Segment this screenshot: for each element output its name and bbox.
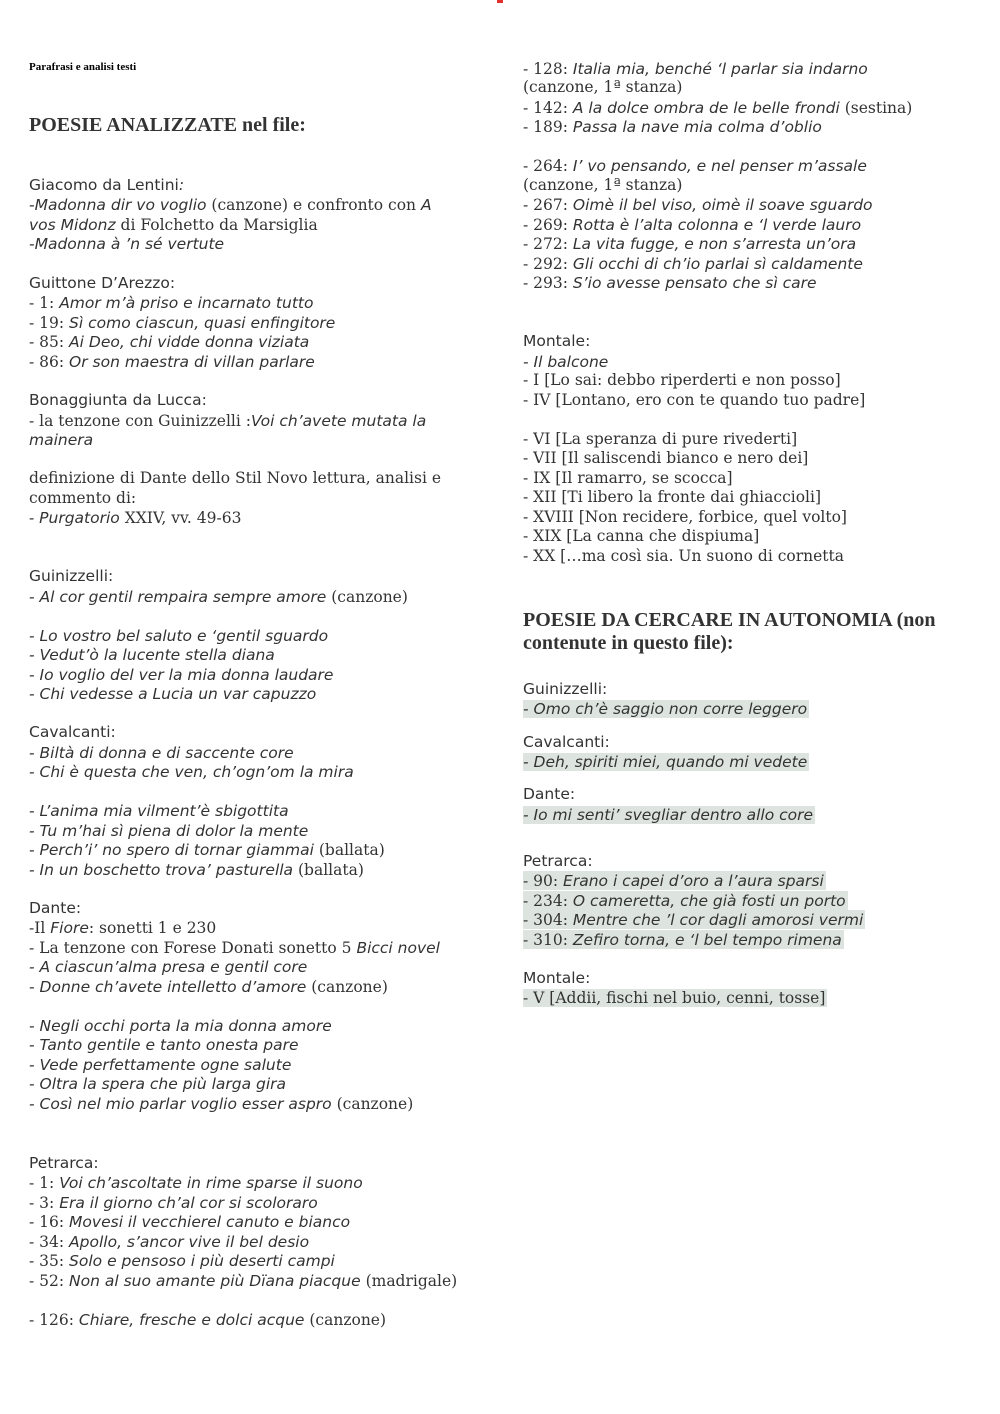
- list-item: - IX [Il ramarro, se scocca]: [523, 469, 733, 487]
- list-item: - 310: Zefiro torna, e ‘l bel tempo rimena: [523, 931, 842, 949]
- author-petrarca: Petrarca:: [29, 1154, 99, 1172]
- list-item: - 142: A la dolce ombra de le belle frondi (sestina): [523, 99, 913, 117]
- list-item: - 90: Erano i capei d’oro a l’aura sparsi: [523, 872, 824, 890]
- list-item: - Il balcone: [523, 353, 609, 371]
- list-item: - XVIII [Non recidere, forbice, quel volto]: [523, 508, 847, 526]
- list-item: - 19: Sì como ciascun, quasi enfingitore: [29, 314, 336, 332]
- list-item: vos Midonz di Folchetto da Marsiglia: [29, 216, 318, 234]
- list-item: - 35: Solo e pensoso i più deserti campi: [29, 1252, 335, 1270]
- list-item: - Purgatorio XXIV, vv. 49-63: [29, 509, 242, 527]
- list-item: - Così nel mio parlar voglio esser aspro (canzone): [29, 1095, 414, 1113]
- list-item: - L’anima mia vilment’è sbigottita: [29, 802, 289, 820]
- list-item: - Io mi senti’ svegliar dentro allo core: [523, 806, 814, 824]
- author-guinizzelli: Guinizzelli:: [29, 567, 114, 585]
- list-item: - 293: S’io avesse pensato che sì care: [523, 274, 817, 292]
- list-item: - Negli occhi porta la mia donna amore: [29, 1017, 332, 1035]
- list-item: mainera: [29, 431, 94, 449]
- list-item: - VI [La speranza di pure rivederti]: [523, 430, 798, 448]
- list-item: - XX […ma così sia. Un suono di cornetta: [523, 547, 844, 565]
- list-item: - I [Lo sai: debbo riperderti e non posso]: [523, 371, 841, 389]
- list-item: - la tenzone con Guinizzelli :Voi ch’avete mutata la: [29, 412, 427, 430]
- author-guinizzelli: Guinizzelli:: [523, 680, 608, 698]
- section-title-search: POESIE DA CERCARE IN AUTONOMIA (non: [523, 609, 936, 631]
- page-marker: [497, 0, 503, 3]
- author-dante: Dante:: [29, 899, 82, 917]
- list-item-note: (canzone, 1ª stanza): [523, 176, 683, 194]
- list-item: - Tanto gentile e tanto onesta pare: [29, 1036, 299, 1054]
- list-item: - Perch’i’ no spero di tornar giammai (ballata): [29, 841, 385, 859]
- list-item: - XII [Ti libero la fronte dai ghiaccioli]: [523, 488, 821, 506]
- list-item: - A ciascun’alma presa e gentil core: [29, 958, 308, 976]
- author-dante: Dante:: [523, 785, 576, 803]
- list-item: - XIX [La canna che dispiuma]: [523, 527, 760, 545]
- section-title-analyzed: POESIE ANALIZZATE nel file:: [29, 114, 306, 136]
- list-item: - 3: Era il giorno ch’al cor si scoloraro: [29, 1194, 318, 1212]
- list-item: - Oltra la spera che più larga gira: [29, 1075, 287, 1093]
- list-item: - 128: Italia mia, benché ‘l parlar sia indarno: [523, 60, 868, 78]
- list-item: - Tu m’hai sì piena di dolor la mente: [29, 822, 309, 840]
- list-item: - 304: Mentre che ’l cor dagli amorosi vermi: [523, 911, 864, 929]
- list-item: - 269: Rotta è l’alta colonna e ‘l verde lauro: [523, 216, 862, 234]
- list-item: - VII [Il saliscendi bianco e nero dei]: [523, 449, 809, 467]
- list-item: - 272: La vita fugge, e non s’arresta un’ora: [523, 235, 857, 253]
- list-item: - Deh, spiriti miei, quando mi vedete: [523, 753, 808, 771]
- list-item: - 86: Or son maestra di villan parlare: [29, 353, 315, 371]
- list-item: - 34: Apollo, s’ancor vive il bel desio: [29, 1233, 310, 1251]
- stilnovo-line: definizione di Dante dello Stil Novo lettura, analisi e: [29, 469, 442, 487]
- list-item: - Vedut’ò la lucente stella diana: [29, 646, 275, 664]
- list-item: - Chi vedesse a Lucia un var capuzzo: [29, 685, 317, 703]
- list-item: - Al cor gentil rempaira sempre amore (canzone): [29, 588, 408, 606]
- author-bonagiunta: Bonaggiunta da Lucca:: [29, 391, 207, 409]
- author-montale: Montale:: [523, 969, 591, 987]
- list-item: - 85: Ai Deo, chi vidde donna viziata: [29, 333, 310, 351]
- list-item: - 126: Chiare, fresche e dolci acque (canzone): [29, 1311, 387, 1329]
- list-item: -Madonna dir vo voglio (canzone) e confronto con A: [29, 196, 432, 214]
- list-item: - 1: Amor m’à priso e incarnato tutto: [29, 294, 314, 312]
- list-item: - 189: Passa la nave mia colma d’oblio: [523, 118, 822, 136]
- list-item: - Donne ch’avete intelletto d’amore (canzone): [29, 978, 388, 996]
- list-item: -Madonna à ’n sé vertute: [29, 235, 225, 253]
- list-item: - 52: Non al suo amante più Dïana piacque (madrigale): [29, 1272, 458, 1290]
- list-item: -Il Fiore: sonetti 1 e 230: [29, 919, 217, 937]
- list-item: - 264: I’ vo pensando, e nel penser m’assale: [523, 157, 867, 175]
- list-item: - 234: O cameretta, che già fosti un porto: [523, 892, 846, 910]
- list-item: - Omo ch’è saggio non corre leggero: [523, 700, 808, 718]
- list-item: - 267: Oimè il bel viso, oimè il soave sguardo: [523, 196, 873, 214]
- author-cavalcanti: Cavalcanti:: [29, 723, 116, 741]
- author-lentini: Giacomo da Lentini:: [29, 176, 185, 194]
- list-item: - Biltà di donna e di saccente core: [29, 744, 294, 762]
- list-item: - Lo vostro bel saluto e ‘gentil sguardo: [29, 627, 329, 645]
- list-item-note: (canzone, 1ª stanza): [523, 78, 683, 96]
- author-montale: Montale:: [523, 332, 591, 350]
- list-item: - V [Addii, fischi nel buio, cenni, tosse]: [523, 989, 826, 1007]
- document-header: Parafrasi e analisi testi: [29, 61, 137, 73]
- list-item: - 16: Movesi il vecchierel canuto e bianco: [29, 1213, 351, 1231]
- list-item: - Vede perfettamente ogne salute: [29, 1056, 292, 1074]
- author-cavalcanti: Cavalcanti:: [523, 733, 610, 751]
- author-guittone: Guittone D’Arezzo:: [29, 274, 176, 292]
- list-item: - Io voglio del ver la mia donna laudare: [29, 666, 334, 684]
- stilnovo-line: commento di:: [29, 489, 137, 507]
- list-item: - 1: Voi ch’ascoltate in rime sparse il suono: [29, 1174, 363, 1192]
- list-item: - 292: Gli occhi di ch’io parlai sì caldamente: [523, 255, 863, 273]
- list-item: - Chi è questa che ven, ch’ogn’om la mira: [29, 763, 354, 781]
- section-title-search-cont: contenute in questo file):: [523, 632, 734, 654]
- list-item: - IV [Lontano, ero con te quando tuo padre]: [523, 391, 866, 409]
- author-petrarca: Petrarca:: [523, 852, 593, 870]
- list-item: - La tenzone con Forese Donati sonetto 5 Bicci novel: [29, 939, 440, 957]
- list-item: - In un boschetto trova’ pasturella (ballata): [29, 861, 364, 879]
